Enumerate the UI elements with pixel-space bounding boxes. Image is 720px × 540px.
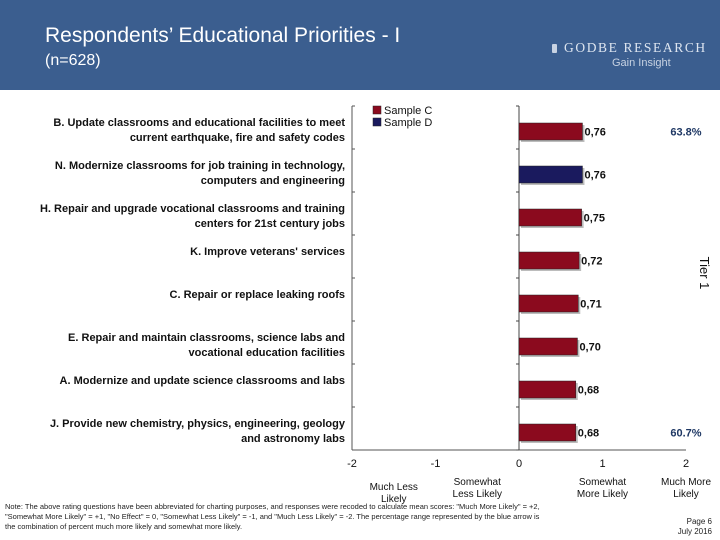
tier-label: Tier 1 xyxy=(697,256,712,290)
report-date: July 2016 xyxy=(677,527,712,536)
category-label-2 xyxy=(55,160,345,187)
x-tick-label-3: 0 xyxy=(515,458,523,470)
bars-layer xyxy=(519,123,584,443)
x-scale-label-line: Somewhat xyxy=(453,477,501,488)
bar-8 xyxy=(519,424,576,441)
category-label-line: and astronomy labs xyxy=(241,433,345,445)
x-scale-label-3 xyxy=(577,477,628,500)
legend-label-1: Sample C xyxy=(384,105,433,117)
category-label-line: C. Repair or replace leaking roofs xyxy=(169,289,345,301)
chart-legend xyxy=(373,105,432,129)
value-label-6: 0,70 xyxy=(579,341,601,354)
bar-4 xyxy=(519,252,579,269)
category-label-line: A. Modernize and update science classrooms and labs xyxy=(59,375,345,387)
x-scale-label-line: Somewhat xyxy=(578,477,627,488)
category-label-7 xyxy=(60,375,345,387)
x-scale-label-line: Likely xyxy=(380,494,407,505)
tier-label-group xyxy=(697,257,712,290)
x-scale-label-line: Much More xyxy=(660,477,712,488)
legend-label-2: Sample D xyxy=(384,117,433,129)
value-label-2: 0,76 xyxy=(584,169,606,182)
sample-size: (n=628) xyxy=(45,52,101,69)
page-footer xyxy=(632,517,712,537)
company-logo-tagline: Gain Insight xyxy=(612,57,671,69)
bar-5 xyxy=(519,295,578,312)
value-label-8: 0,68 xyxy=(577,427,600,440)
x-axis-ticks xyxy=(347,458,711,505)
page-number: Page 6 xyxy=(686,517,712,526)
legend-swatch-2 xyxy=(373,118,381,126)
legend-swatch-1 xyxy=(373,106,381,114)
percent-label-1: 63.8% xyxy=(670,126,702,139)
category-label-5 xyxy=(170,289,345,301)
company-logo-name: GODBE RESEARCH xyxy=(564,40,707,55)
category-label-line: J. Provide new chemistry, physics, engineering, geology xyxy=(49,418,345,430)
x-tick-label-4: 1 xyxy=(599,458,606,470)
category-label-line: current earthquake, fire and safety codes xyxy=(129,132,345,144)
value-label-1: 0,76 xyxy=(584,126,606,139)
category-label-line: H. Repair and upgrade vocational classrooms and training xyxy=(39,203,345,215)
value-label-4: 0,72 xyxy=(581,255,603,268)
page-title: Respondents’ Educational Priorities - I xyxy=(45,24,401,47)
category-label-1 xyxy=(53,117,345,144)
x-scale-label-line: Likely xyxy=(673,489,699,500)
value-label-3: 0,75 xyxy=(583,212,606,225)
category-label-line: N. Modernize classrooms for job training in technology, xyxy=(54,160,345,172)
x-tick-label-5: 2 xyxy=(682,458,690,470)
axis-layer xyxy=(352,106,519,450)
bar-6 xyxy=(519,338,577,355)
category-label-line: K. Improve veterans' services xyxy=(190,246,345,258)
x-scale-label-4 xyxy=(661,477,711,500)
category-label-3 xyxy=(40,203,345,230)
value-label-7: 0,68 xyxy=(577,384,600,397)
category-labels xyxy=(40,117,346,445)
category-label-line: centers for 21st century jobs xyxy=(194,218,345,230)
bar-7 xyxy=(519,381,576,398)
bar-3 xyxy=(519,209,582,226)
category-label-line: computers and engineering xyxy=(200,175,345,187)
category-label-line: B. Update classrooms and educational facilities to meet xyxy=(53,117,345,129)
percent-label-2: 60.7% xyxy=(670,427,702,440)
x-tick-label-2: -1 xyxy=(430,458,441,470)
category-label-8 xyxy=(50,418,346,445)
x-scale-label-line: Less Likely xyxy=(452,489,502,500)
x-scale-label-line: Much Less xyxy=(369,482,418,493)
x-scale-label-line: More Likely xyxy=(576,489,629,500)
category-label-line: E. Repair and maintain classrooms, science labs and xyxy=(68,332,345,344)
bar-1 xyxy=(519,123,582,140)
category-label-line: vocational education facilities xyxy=(188,347,345,359)
category-label-4 xyxy=(190,246,345,258)
bar-2 xyxy=(519,166,582,183)
x-scale-label-2 xyxy=(453,477,502,500)
x-tick-label-1: -2 xyxy=(347,458,357,470)
category-label-6 xyxy=(68,332,345,359)
value-label-5: 0,71 xyxy=(580,298,602,311)
footnote: Note: The above rating questions have been abbreviated for charting purposes, and responses were recoded to calculate mean scores: "Much More Likely" = +2, "Somewhat More Likely" = +1, "No Effect" = 0, "Somewhat Less Likely" = -1, and "Much Less Likely" = -2. The percentage range represented by the blue arrow is the combination of percent much more likely and somewhat more likely. xyxy=(5,502,540,531)
